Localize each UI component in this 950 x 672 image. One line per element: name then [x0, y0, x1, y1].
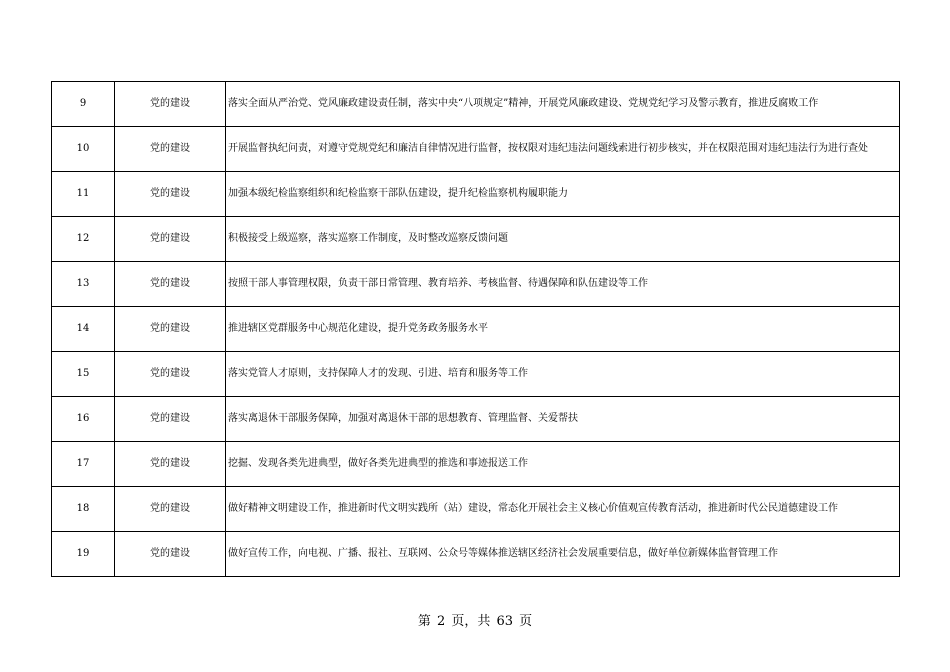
page-footer: 第 2 页，共 63 页: [417, 614, 533, 629]
table-row: [52, 172, 900, 217]
table-row: [52, 307, 900, 352]
row-description-cell: 做好宣传工作，向电视、广播、报社、互联网、公众号等媒体推送辖区经济社会发展重要信息，做好单位新媒体监督管理工作: [226, 532, 900, 577]
row-category-cell: 党的建设: [115, 352, 226, 397]
row-description-cell: 落实党管人才原则，支持保障人才的发现、引进、培育和服务等工作: [226, 352, 900, 397]
row-number-cell: 16: [52, 397, 115, 442]
row-number-cell: 18: [52, 487, 115, 532]
row-description-cell: 推进辖区党群服务中心规范化建设，提升党务政务服务水平: [226, 307, 900, 352]
duty-table-body: [52, 82, 900, 577]
row-category-cell: 党的建设: [115, 217, 226, 262]
row-description-cell: 加强本级纪检监察组织和纪检监察干部队伍建设，提升纪检监察机构履职能力: [226, 172, 900, 217]
row-description-cell: 落实离退休干部服务保障，加强对离退休干部的思想教育、管理监督、关爱帮扶: [226, 397, 900, 442]
table-row: [52, 532, 900, 577]
duty-table: [51, 81, 900, 577]
table-row: [52, 127, 900, 172]
row-description-cell: 挖掘、发现各类先进典型，做好各类先进典型的推选和事迹报送工作: [226, 442, 900, 487]
row-number-cell: 15: [52, 352, 115, 397]
row-number-cell: 11: [52, 172, 115, 217]
row-category-cell: 党的建设: [115, 82, 226, 127]
table-row: [52, 262, 900, 307]
row-description-cell: 落实全面从严治党、党风廉政建设责任制，落实中央“八项规定”精神，开展党风廉政建设、党规党纪学习及警示教育，推进反腐败工作: [226, 82, 900, 127]
row-number-cell: 12: [52, 217, 115, 262]
table-row: [52, 82, 900, 127]
row-number-cell: 19: [52, 532, 115, 577]
row-description-cell: 开展监督执纪问责，对遵守党规党纪和廉洁自律情况进行监督，按权限对违纪违法问题线索进行初步核实，并在权限范围对违纪违法行为进行查处: [226, 127, 900, 172]
row-description-cell: 积极接受上级巡察，落实巡察工作制度，及时整改巡察反馈问题: [226, 217, 900, 262]
row-number-cell: 10: [52, 127, 115, 172]
row-category-cell: 党的建设: [115, 532, 226, 577]
row-category-cell: 党的建设: [115, 397, 226, 442]
row-category-cell: 党的建设: [115, 262, 226, 307]
row-category-cell: 党的建设: [115, 442, 226, 487]
row-category-cell: 党的建设: [115, 307, 226, 352]
table-row: [52, 397, 900, 442]
table-row: [52, 217, 900, 262]
row-number-cell: 9: [52, 82, 115, 127]
row-description-cell: 做好精神文明建设工作，推进新时代文明实践所（站）建设，常态化开展社会主义核心价值观宣传教育活动，推进新时代公民道德建设工作: [226, 487, 900, 532]
table-row: [52, 442, 900, 487]
row-category-cell: 党的建设: [115, 172, 226, 217]
table-row: [52, 487, 900, 532]
table-row: [52, 352, 900, 397]
row-number-cell: 17: [52, 442, 115, 487]
row-number-cell: 13: [52, 262, 115, 307]
row-category-cell: 党的建设: [115, 487, 226, 532]
row-category-cell: 党的建设: [115, 127, 226, 172]
row-description-cell: 按照干部人事管理权限，负责干部日常管理、教育培养、考核监督、待遇保障和队伍建设等工作: [226, 262, 900, 307]
row-number-cell: 14: [52, 307, 115, 352]
